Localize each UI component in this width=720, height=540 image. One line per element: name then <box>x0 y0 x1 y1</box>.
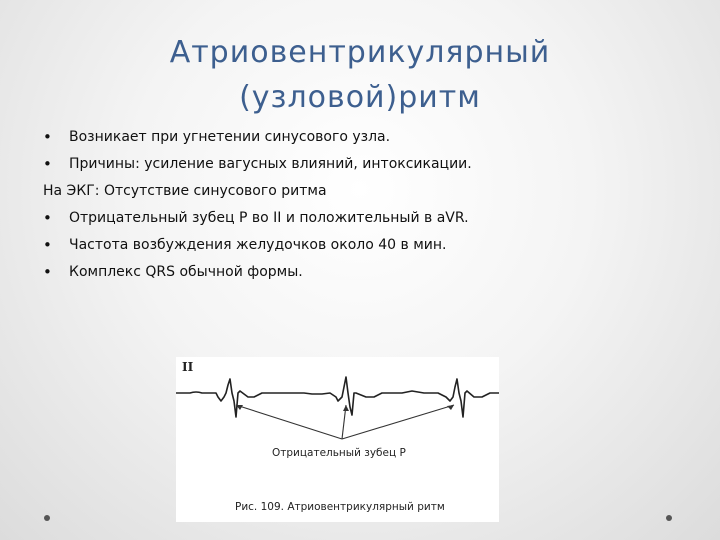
pointer-line-left <box>236 405 342 439</box>
slide-title-line-1: Атриовентрикулярный <box>169 35 551 70</box>
slide-title <box>0 30 720 120</box>
slide-body-list <box>43 124 683 286</box>
slide-corner-dot-right <box>666 515 672 521</box>
arrowhead-middle <box>343 405 349 411</box>
annotation-label: Отрицательный зубец P <box>272 447 406 459</box>
bullet-item: • Причины: усиление вагусных влияний, интоксикации. <box>43 151 683 178</box>
slide-corner-dot-left <box>44 515 50 521</box>
ecg-trace <box>176 377 499 417</box>
bullet-item: • Возникает при угнетении синусового узла. <box>43 124 683 151</box>
figure-caption: Рис. 109. Атриовентрикулярный ритм <box>235 501 445 513</box>
bullet-item: • Частота возбуждения желудочков около 40 в мин. <box>43 232 683 259</box>
bullet-item: • Отрицательный зубец P во II и положительный в aVR. <box>43 205 683 232</box>
slide-title-line-2: (узловой)ритм <box>239 80 481 115</box>
ecg-figure-svg <box>176 357 499 522</box>
bullet-item: • Комплекс QRS обычной формы. <box>43 259 683 286</box>
ecg-subheading: На ЭКГ: Отсутствие синусового ритма <box>43 183 327 199</box>
arrowhead-right <box>447 405 454 410</box>
ecg-figure <box>176 357 499 522</box>
lead-label: II <box>182 360 194 374</box>
pointer-line-right <box>342 405 454 439</box>
